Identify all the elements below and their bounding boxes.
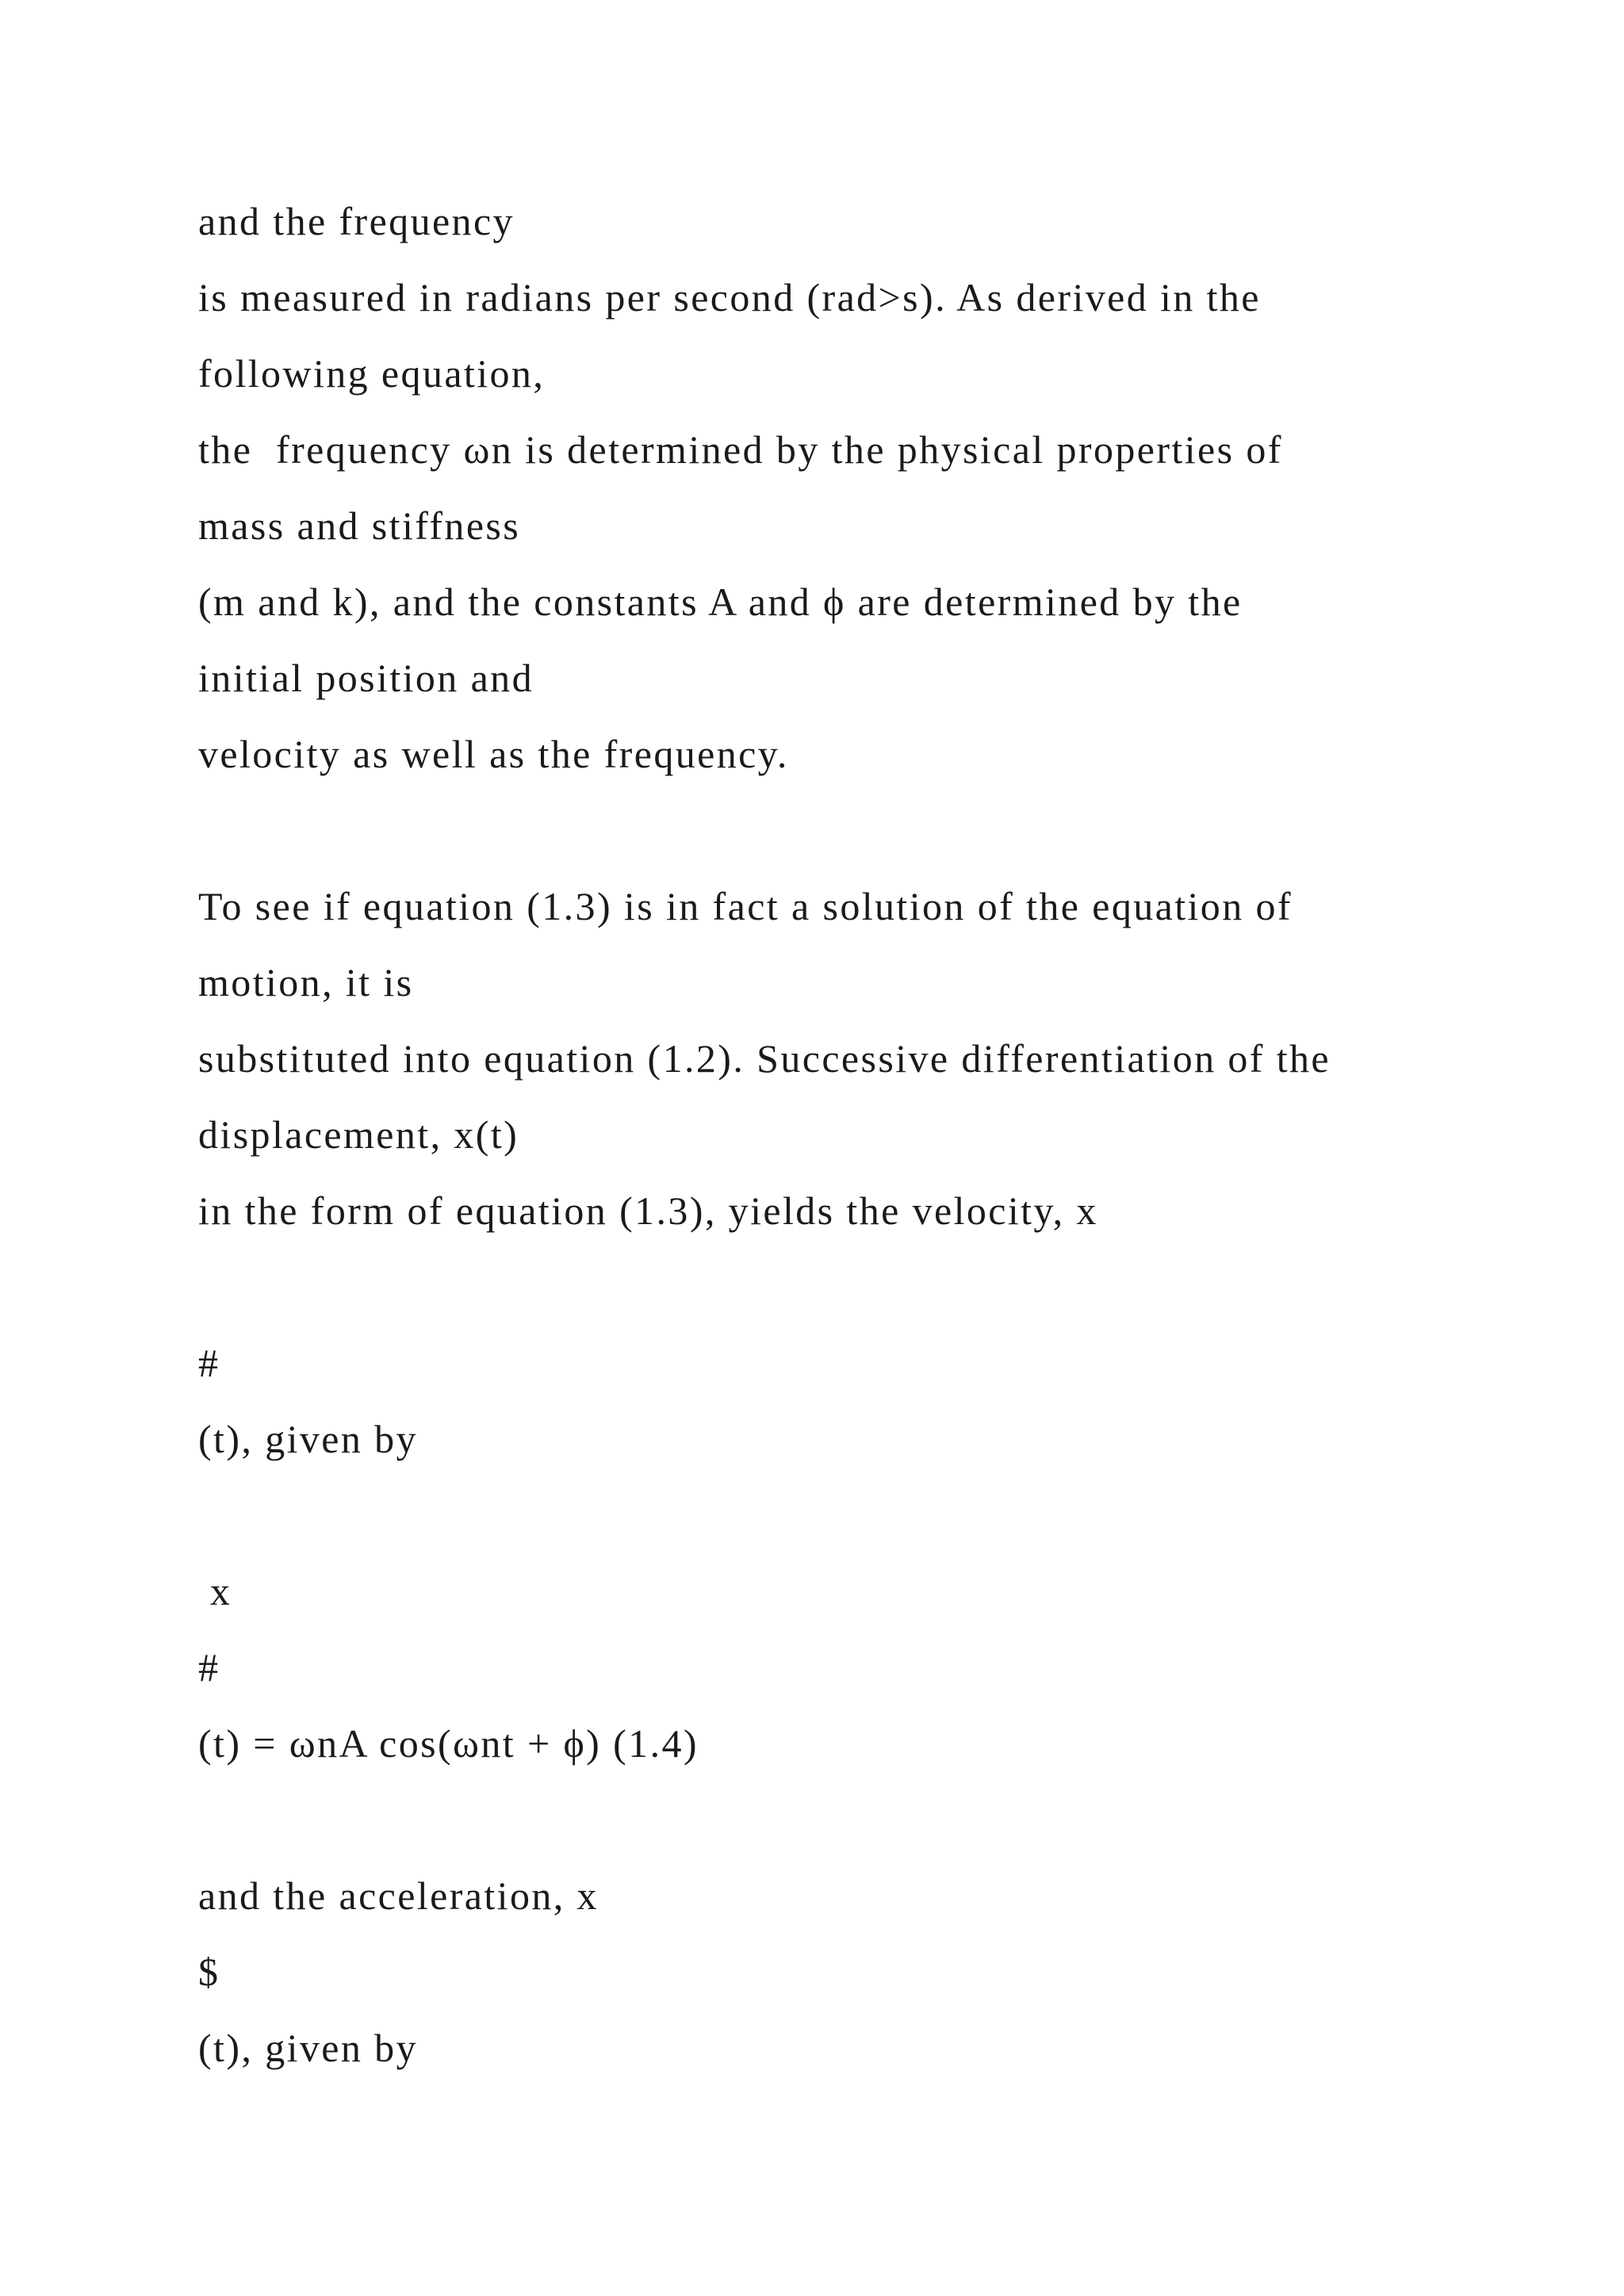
text-line: in the form of equation (1.3), yields the velocity, x: [198, 1188, 1098, 1233]
text-line: the frequency ωn is determined by the physical properties of: [198, 427, 1283, 472]
text-line: x: [198, 1569, 232, 1613]
text-line: #: [198, 1341, 220, 1385]
text-line: To see if equation (1.3) is in fact a solution of the equation of: [198, 884, 1293, 928]
equation-line: (t) = ωnA cos(ωnt + ϕ) (1.4): [198, 1721, 699, 1766]
text-line: #: [198, 1645, 220, 1689]
text-line: and the frequency: [198, 199, 515, 243]
text-line: motion, it is: [198, 960, 414, 1004]
text-line: velocity as well as the frequency.: [198, 732, 789, 776]
text-line: and the acceleration, x: [198, 1873, 599, 1918]
text-line: (m and k), and the constants A and ϕ are determined by the: [198, 580, 1243, 624]
text-line: (t), given by: [198, 1417, 418, 1461]
text-line: (t), given by: [198, 2026, 418, 2070]
text-line: mass and stiffness: [198, 503, 521, 548]
text-line: substituted into equation (1.2). Successive differentiation of the: [198, 1036, 1331, 1081]
text-line: $: [198, 1950, 220, 1994]
text-line: following equation,: [198, 351, 546, 396]
text-line: displacement, x(t): [198, 1112, 519, 1157]
text-line: initial position and: [198, 656, 534, 700]
text-line: is measured in radians per second (rad>s). As derived in the: [198, 275, 1261, 320]
